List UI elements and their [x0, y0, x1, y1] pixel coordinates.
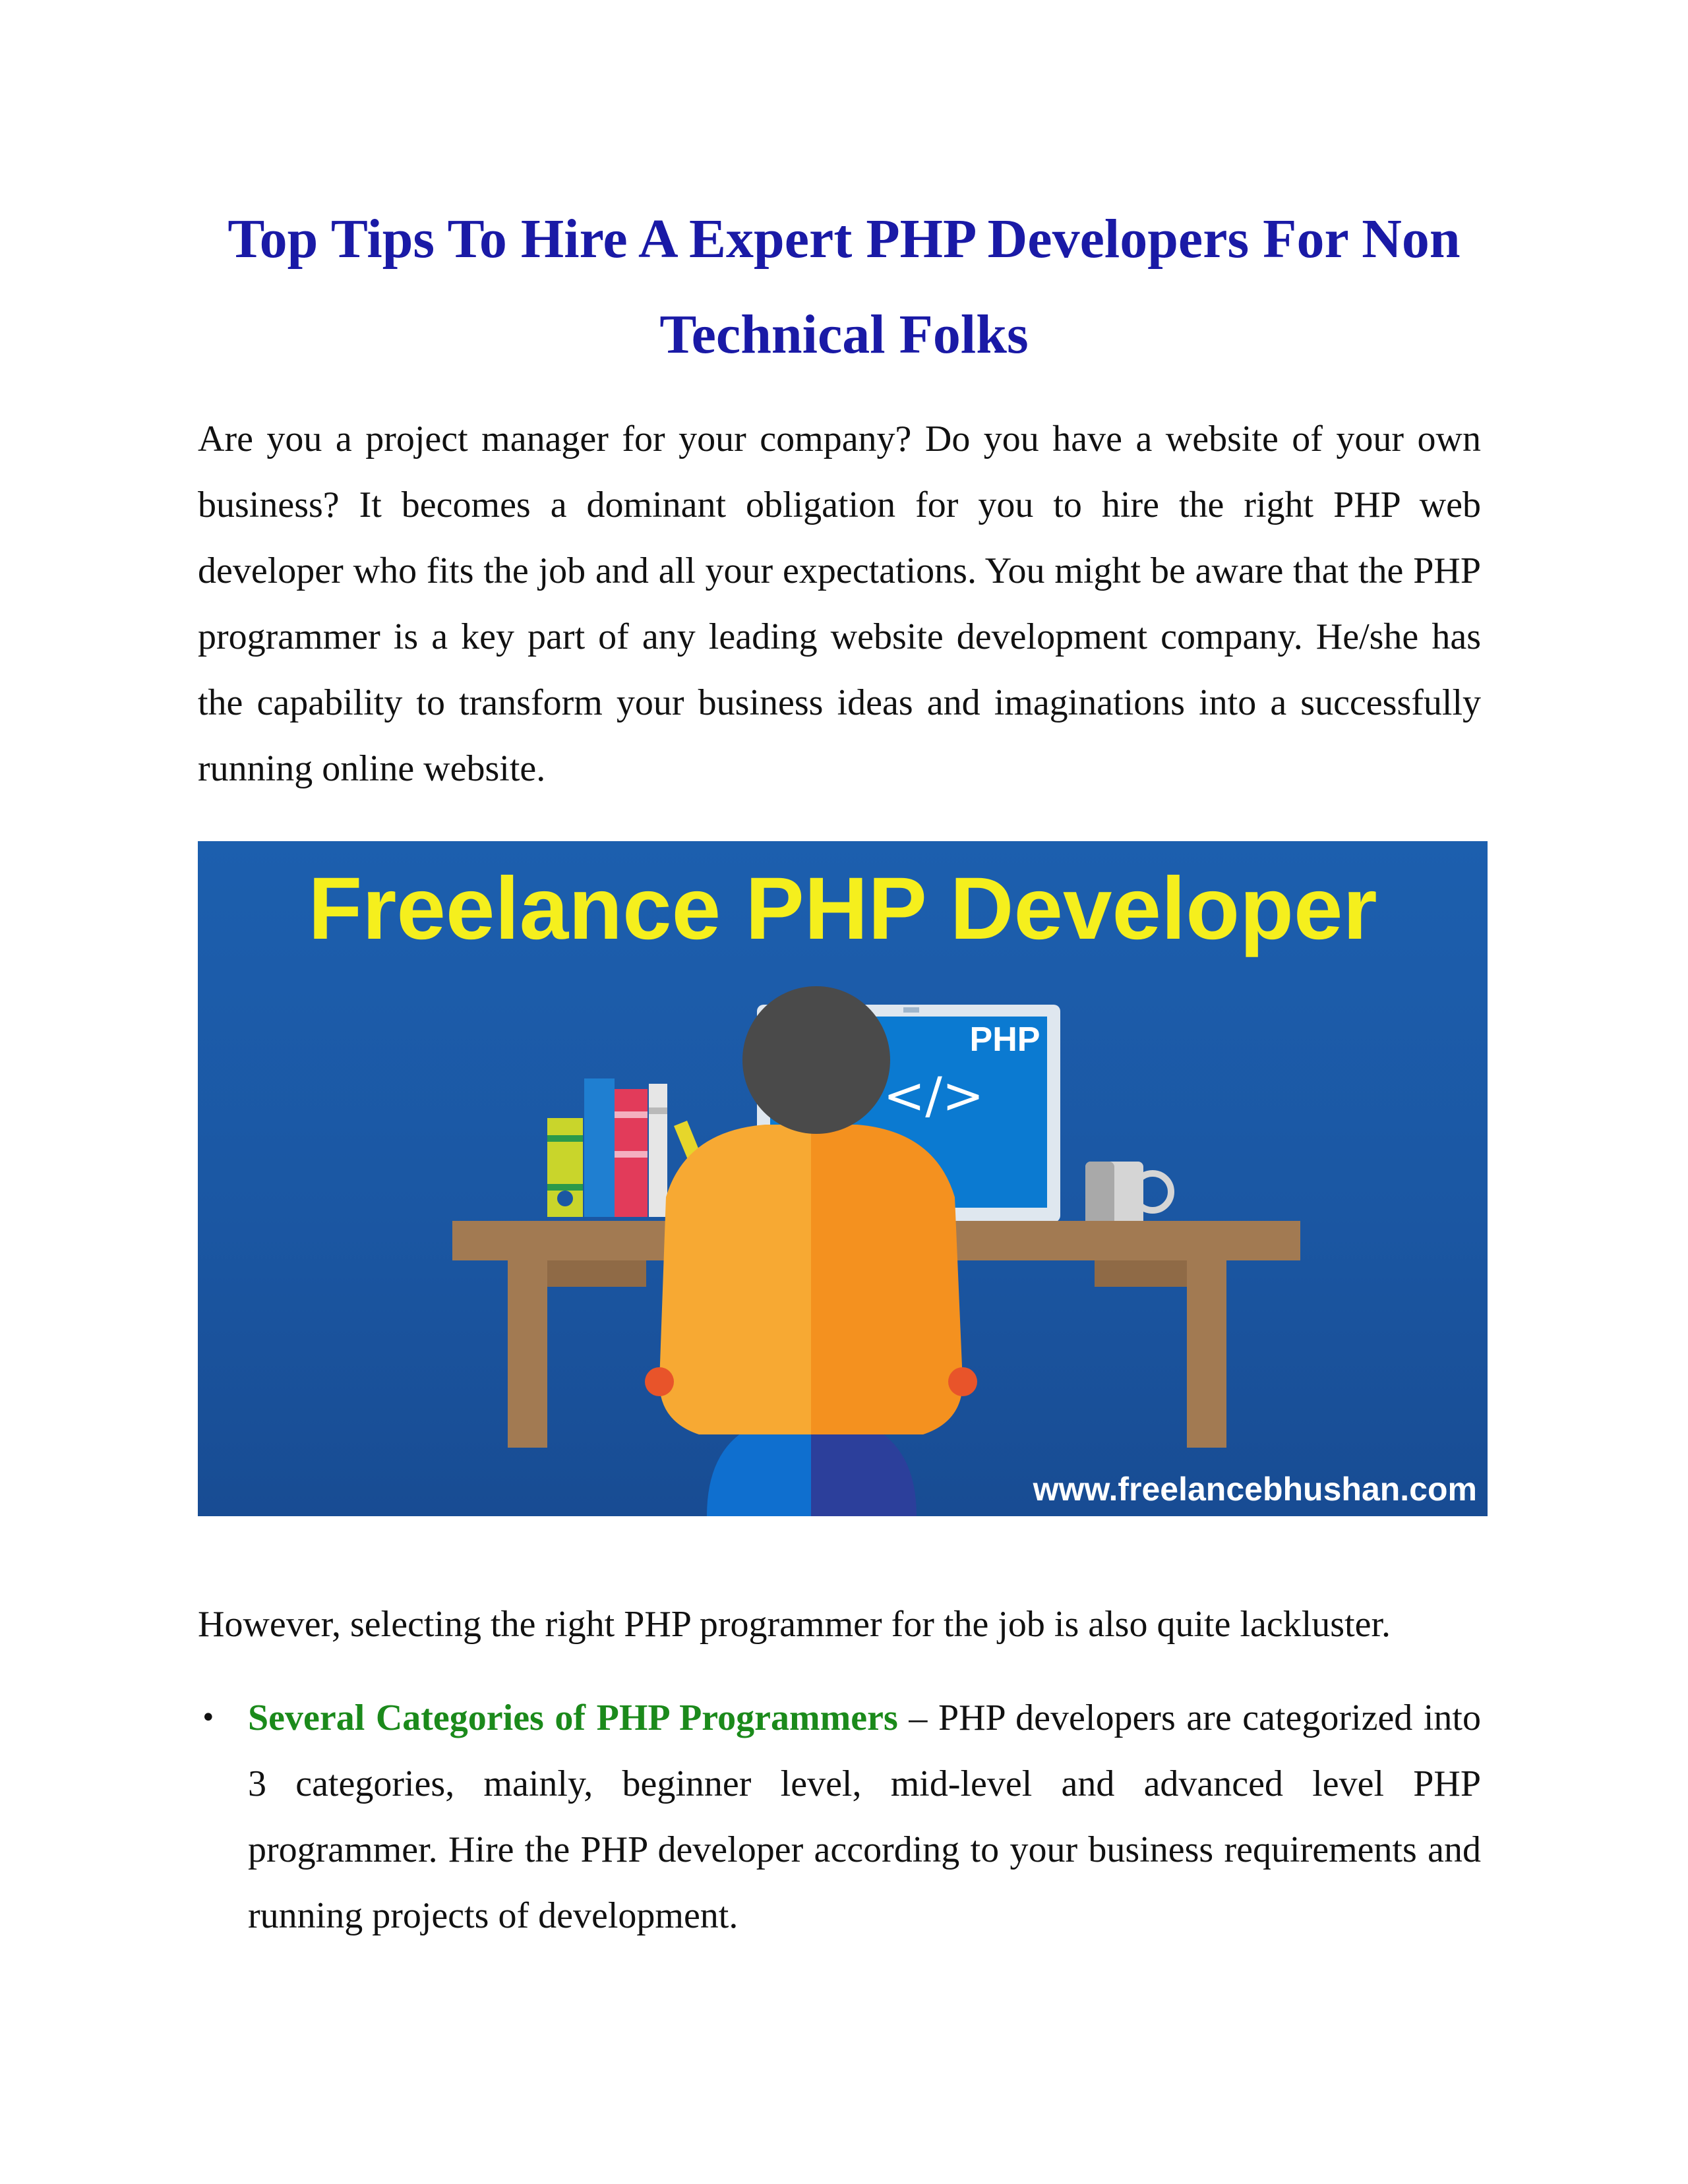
- tips-list: [198, 1685, 1481, 1949]
- list-item: [198, 1685, 1481, 1949]
- banner-website-url: www.freelancebhushan.com: [1033, 1471, 1477, 1508]
- bullet-icon: •: [200, 1703, 216, 1733]
- banner-headline: Freelance PHP Developer: [308, 860, 1377, 958]
- banner-illustration: [198, 841, 1488, 1516]
- screen-code-symbol: </>: [883, 1066, 984, 1125]
- transition-sentence: However, selecting the right PHP programmer for the job is also quite lackluster.: [198, 1604, 1391, 1645]
- intro-paragraph-block: [198, 406, 1481, 802]
- freelance-php-banner-image: [198, 841, 1488, 1516]
- bullet-heading: Several Categories of PHP Programmers: [248, 1697, 898, 1738]
- intro-paragraph: Are you a project manager for your company? Do you have a website of your own business? It becomes a dominant obligation for you to hire the right PHP web developer who fits the job and all your expectations. You might be aware that the PHP programmer is a key part of any leading website development company. He/she has the capability to transform your business ideas and imaginations into a successfully running online website.: [198, 419, 1481, 789]
- coffee-mug-icon: [1085, 1162, 1171, 1226]
- screen-php-label: PHP: [969, 1020, 1040, 1059]
- document-title: Top Tips To Hire A Expert PHP Developers For Non Technical Folks: [227, 208, 1461, 365]
- bullet-text: – PHP developers are categorized into 3 categories, mainly, beginner level, mid-level and advanced level PHP programmer. Hire the PHP developer according to your business requirements and running projects of development.: [248, 1697, 1481, 1936]
